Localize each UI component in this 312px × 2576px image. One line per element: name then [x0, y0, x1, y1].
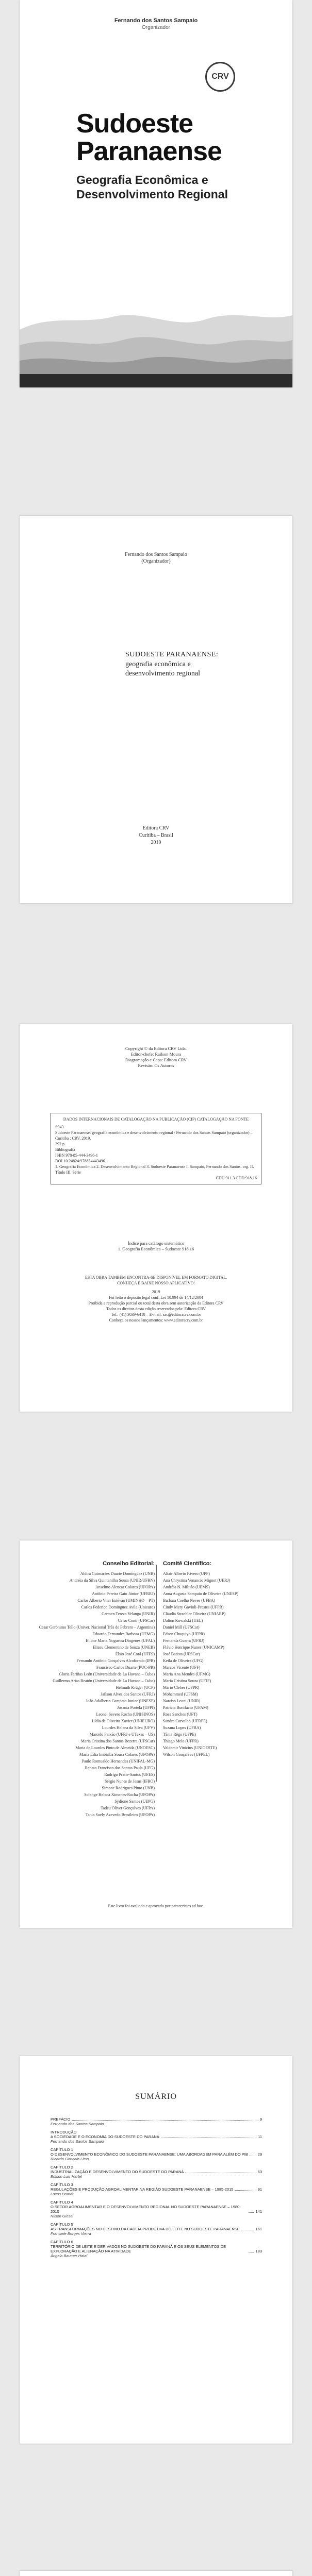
copyright-page: [20, 1024, 292, 1412]
toc-authors: Nilson Giesel: [51, 2214, 74, 2218]
toc-row: [51, 2134, 262, 2139]
council-member: Carmen Tereza Velanga (UNIR): [102, 1612, 155, 1616]
cover-landscape-illustration: [20, 268, 292, 387]
toc-page-number: 63: [257, 2170, 262, 2174]
title-page-subtitle-line2: desenvolvimento regional: [125, 670, 201, 677]
digital-notice: ESTA OBRA TAMBÉM ENCONTRA-SE DISPONÍVEL EM FORMATO DIGITAL.: [85, 1275, 227, 1280]
toc-row: [51, 2152, 262, 2157]
index-line: 1. Geografia Econômica – Sudoeste 918.16: [118, 1246, 194, 1251]
title-page-publisher-block: [20, 825, 292, 846]
council-member: Solange Helena Ximenes-Rocha (UFOPA): [84, 1792, 155, 1797]
catalog-isbn: ISBN 978-85-444-3496-1: [55, 1153, 98, 1158]
footer-year: 2019: [152, 1290, 160, 1294]
peer-review-note: Este livro foi avaliado e aprovado por pareceristas ad hoc.: [108, 1904, 204, 1908]
toc-subtitle: A SOCIEDADE E O ECONOMIA DO SUDOESTE DO PARANÁ: [51, 2134, 159, 2139]
systematic-index: [20, 1241, 292, 1252]
council-member: Mário Cleber (UFPR): [163, 1685, 200, 1690]
title-page-year: 2019: [151, 840, 161, 845]
toc-authors: Fernando dos Santos Sampaio: [51, 2139, 104, 2144]
publisher-logo: CRV: [205, 62, 235, 92]
council-member: Fernanda Guerra (UFRJ): [163, 1638, 204, 1643]
layout-line: Diagramação e Capa: Editora CRV: [125, 1057, 187, 1062]
copyright-head: [20, 1046, 292, 1069]
title-page-title: SUDOESTE PARANAENSE:: [125, 651, 219, 658]
council-member: Paulo Romualdo Hernandes (UNIFAL-MG): [81, 1759, 155, 1764]
council-member: Carlos Alberto Vilar Estêvão (UMINHO – PT): [77, 1598, 155, 1603]
council-member: Leonel Severo Rocha (UNISINOS): [96, 1712, 155, 1717]
toc-authors: Lucas Brandt: [51, 2192, 74, 2196]
toc-entry[interactable]: [51, 2117, 262, 2126]
toc-row: [51, 2205, 262, 2214]
council-member: Andréia N. Militão (UEMS): [163, 1585, 210, 1589]
title-page-city: Curitiba – Brasil: [139, 833, 173, 838]
toc-page-number: 29: [257, 2152, 262, 2157]
toc-entry[interactable]: [51, 2240, 262, 2258]
toc-page-number: 91: [257, 2187, 262, 2192]
title-page-author: Fernando dos Santos Sampaio: [125, 552, 187, 557]
council-member: Sandra Carvalho (UFRPE): [163, 1719, 207, 1723]
toc-leader: [235, 2190, 256, 2191]
council-member: Elizeu Clementino de Souza (UNEB): [93, 1645, 155, 1650]
council-member: Ana Chrystina Venancio Mignot (UERJ): [163, 1578, 231, 1583]
toc-chapter-label: CAPÍTULO 3: [51, 2182, 73, 2187]
catalog-pages: 392 p.: [55, 1142, 65, 1146]
cataloging-title: DADOS INTERNACIONAIS DE CATALOGAÇÃO NA PUBLICAÇÃO (CIP) CATALOGAÇÃO NA FONTE: [63, 1117, 249, 1122]
council-member: Altair Alberto Fávero (UPF): [163, 1571, 210, 1576]
council-member: Anna Augusta Sampaio de Oliveira (UNESP): [163, 1591, 238, 1596]
toc-title: INDUSTRIALIZAÇÃO E DESENVOLVIMENTO DO SUDOESTE DO PARANÁ: [51, 2170, 184, 2174]
toc-entry[interactable]: [51, 2200, 262, 2218]
council-member: Edson Chuquiyo (UFPR): [163, 1632, 205, 1636]
cover-author: Fernando dos Santos Sampaio: [114, 18, 198, 24]
cover-subtitle-line2: Desenvolvimento Regional: [76, 188, 228, 201]
toc-page-number: 161: [255, 2227, 262, 2231]
toc-chapter-label: CAPÍTULO 1: [51, 2147, 73, 2152]
council-member: Dalton Kowalski (UEL): [163, 1618, 203, 1623]
council-member: Patrícia Bonifácio (UFAM): [163, 1705, 208, 1710]
summary-page-1: [20, 2056, 292, 2444]
cover-bottom-band: [20, 374, 292, 387]
toc-authors: Franciele Borges Vierra: [51, 2231, 91, 2236]
toc-entry[interactable]: [51, 2165, 262, 2179]
toc-row: [51, 2117, 262, 2122]
council-member: Barbara Coelho Neves (UFBA): [163, 1598, 216, 1603]
editorial-council: [36, 1561, 155, 1819]
toc-row: [51, 2244, 262, 2253]
council-member: Cindy Mery Gavioli-Prestes (UFPB): [163, 1605, 224, 1609]
council-member: Anselmo Alencar Colares (UFOPA): [95, 1585, 155, 1589]
toc-authors: Edison Luiz Hartel: [51, 2174, 82, 2179]
council-member: Aldira Guimarães Duarte Domínguez (UNB): [80, 1571, 155, 1576]
council-member: Simone Rodrigues Pinto (UNB): [102, 1786, 155, 1790]
council-member: Wilson Gonçalves (UFPEL): [163, 1752, 210, 1757]
editor-line: Editor-chefe: Railson Moura: [130, 1052, 182, 1057]
toc-page-number: 11: [258, 2134, 262, 2139]
council-member: Elione Maria Nogueira Diogenes (UFAL): [86, 1638, 155, 1643]
toc-leader: [249, 2212, 254, 2213]
copyright-footer: [20, 1275, 292, 1323]
council-member: Sydione Santos (UEPG): [114, 1799, 155, 1804]
council-page: [20, 1540, 292, 1928]
toc-entry[interactable]: [51, 2130, 262, 2144]
council-member: Cláudia Straehler Oliveira (UNIARP): [163, 1612, 226, 1616]
catalog-code: S943: [55, 1125, 64, 1129]
toc-chapter-label: CAPÍTULO 6: [51, 2240, 73, 2244]
toc-title: INTRODUÇÃO: [51, 2130, 77, 2134]
council-member: Sérgio Nunes de Jesus (IFRO): [104, 1779, 155, 1784]
rights-notice: Todos os direitos desta edição reservados pela: Editora CRV: [106, 1307, 206, 1311]
scientific-committee: [163, 1561, 282, 1758]
council-member: Tadeu Oliver Gonçalves (UFPA): [101, 1806, 155, 1810]
catalog-subjects: 1. Geografia Econômica 2. Desenvolvimento Regional 3. Sudoeste Paranaense I. Sampaio, Fernando dos Santos. org. II. Título III. Série: [55, 1164, 254, 1175]
council-member: Mohammed (UFSM): [163, 1692, 198, 1697]
title-page-role: (Organizador): [141, 558, 171, 564]
toc-entry[interactable]: [51, 2222, 262, 2236]
catalog-reference: Sudoeste Paranaense: geografia econômica e desenvolvimento regional / Fernando dos Santos Sampaio (organizador) – Curitiba : CRV, 2019.: [55, 1130, 253, 1141]
cover-subtitle-line1: Geografia Econômica e: [76, 173, 208, 187]
council-member: Élsio José Corá (UFFS): [115, 1652, 155, 1656]
toc-chapter-label: CAPÍTULO 4: [51, 2200, 73, 2205]
cover-role: Organizador: [141, 25, 171, 30]
council-member: Eduardo Fernandes Barbosa (UFMG): [92, 1632, 155, 1636]
council-member: Carlos Federico Dominguez Avila (Unieuro): [81, 1605, 155, 1609]
council-member: Maria Lília Imbiriba Sousa Colares (UFOPA): [79, 1752, 155, 1757]
summary-list-1: [51, 2117, 262, 2262]
cataloging-box: [51, 1113, 261, 1184]
toc-title: O DESENVOLVIMENTO ECONÔMICO DO SUDOESTE PARANAENSE: UMA ABORDAGEM PARA ALÉM DO PIB: [51, 2152, 248, 2157]
column-divider: [156, 1565, 157, 1782]
scientific-committee-title: Comitê Científico:: [163, 1561, 212, 1567]
council-member: Celso Conti (UFSCar): [118, 1618, 155, 1623]
cover-title-line1: Sudoeste: [76, 109, 193, 139]
council-member: Guillermo Arias Beatón (Universidade de La Havana – Cuba): [53, 1679, 155, 1683]
legal-deposit: Foi feito o depósito legal conf. Lei 10.994 de 14/12/2004: [109, 1295, 203, 1300]
council-member: Flávio Henrique Nunes (UNICAMP): [163, 1645, 224, 1650]
toc-leader: [72, 2120, 258, 2121]
toc-title: AS TRANSFORMAÇÕES NO DESTINO DA CADEIA PRODUTIVA DO LEITE NO SUDOESTE PARANAENSE: [51, 2227, 240, 2231]
council-member: Maria de Lourdes Pinto de Almeida (UNOESC): [75, 1745, 155, 1750]
toc-entry[interactable]: [51, 2182, 262, 2196]
contact-line: Tel.: (41) 3039-6418 – E-mail: sac@editoracrv.com.br: [111, 1312, 201, 1317]
toc-title: TERRITÓRIO DE LEITE E DERIVADOS NO SUDOESTE DO PARANÁ E OS SEUS ELEMENTOS DE EXPLORAÇÃO E ALIENAÇÃO NA ATIVIDADE: [51, 2244, 226, 2253]
council-member: Marcelo Paixão (UFRJ e UTexas – US): [89, 1732, 155, 1737]
title-page: [20, 516, 292, 903]
copyright-line: Copyright © da Editora CRV Ltda.: [125, 1046, 187, 1051]
editorial-council-list: [36, 1571, 155, 1818]
toc-title: PREFÁCIO: [51, 2117, 71, 2122]
scientific-committee-list: [163, 1571, 282, 1757]
council-member: José Batista (UFSCar): [163, 1652, 200, 1656]
toc-title: O SETOR AGROALIMENTAR E O DESENVOLVIMENTO REGIONAL NO SUDOESTE PARANAENSE – 1980-2010: [51, 2205, 241, 2214]
revision-line: Revisão: Os Autores: [138, 1063, 174, 1068]
catalog-doi: DOI 10.24824/978854443496.1: [55, 1159, 108, 1163]
council-member: Marcos Vicente (UFF): [163, 1665, 201, 1670]
toc-authors: Fernando dos Santos Sampaio: [51, 2122, 104, 2126]
toc-leader: [250, 2155, 256, 2156]
catalog-bibliography: Bibliografia: [55, 1147, 75, 1152]
title-page-subtitle-line1: geografia econômica e: [125, 660, 191, 668]
toc-entry[interactable]: [51, 2147, 262, 2161]
toc-page-number: 183: [255, 2249, 262, 2253]
council-member: Jailson Alves dos Santos (UFRJ): [101, 1692, 155, 1697]
council-member: Andréia da Silva Quintanilha Sousa (UNIR/UFRN): [69, 1578, 155, 1583]
council-member: Francisco Carlos Duarte (PUC-PR): [96, 1665, 155, 1670]
toc-chapter-label: CAPÍTULO 2: [51, 2165, 73, 2170]
toc-page-number: 141: [255, 2209, 262, 2214]
reproduction-notice: Proibida a reprodução parcial ou total desta obra sem autorização da Editora CRV: [88, 1301, 224, 1306]
toc-row: [51, 2187, 262, 2192]
catalog-classification: CDU 911.3 CDD 918.16: [216, 1176, 257, 1180]
cover-title-line2: Paranaense: [76, 137, 222, 166]
toc-title: REGULAÇÕES E PRODUÇÃO AGROALIMENTAR NA REGIÃO SUDOESTE PARANAENSE – 1985-2015: [51, 2187, 234, 2192]
council-member: Tania Suely Azevedo Brasileiro (UFOPA): [85, 1812, 155, 1817]
toc-row: [51, 2227, 262, 2231]
council-member: Tânia Rêgo (UFPE): [163, 1732, 196, 1737]
council-member: Helmuth Krüger (UCP): [116, 1685, 155, 1690]
app-notice: CONHEÇA E BAIXE NOSSO APLICATIVO!: [117, 1281, 195, 1285]
title-page-publisher: Editora CRV: [142, 825, 170, 831]
council-member: Cesar Gerónimo Tello (Univer. Nacional Três de Febrero – Argentina): [39, 1625, 155, 1630]
index-title: Índice para catálogo sistemático: [127, 1241, 185, 1246]
toc-authors: Ricardo Gonçalo Lima: [51, 2157, 89, 2161]
toc-row: [51, 2170, 262, 2174]
toc-chapter-label: CAPÍTULO 5: [51, 2222, 73, 2227]
summary-title: SUMÁRIO: [135, 2092, 177, 2101]
editorial-council-title: Conselho Editorial:: [103, 1561, 155, 1567]
council-member: Fernando Antônio Gonçalves Alcoforado (IPB): [76, 1658, 155, 1663]
council-member: Thiago Melo (UFPR): [163, 1739, 199, 1743]
council-member: Maria Cristina dos Santos Bezerra (UFSCar): [80, 1739, 155, 1743]
council-member: Suzana Lopes (UFBA): [163, 1725, 201, 1730]
toc-page-number: 9: [259, 2117, 262, 2122]
council-member: Josania Portela (UFPI): [117, 1705, 155, 1710]
council-member: Maria Cristina Souza (UFJF): [163, 1679, 211, 1683]
council-member: Rodrigo Pratte-Santos (UFES): [104, 1772, 155, 1777]
summary-page-2: [20, 2571, 292, 2576]
council-member: Valdemir Vinícius (UNIOESTE): [163, 1745, 217, 1750]
cover-page: [20, 0, 292, 387]
council-member: Narciso Leoni (UNIR): [163, 1699, 201, 1703]
council-member: Lídia de Oliveira Xavier (UNIEURO): [92, 1719, 155, 1723]
council-member: João Adalberto Campato Junior (UNESP): [86, 1699, 155, 1703]
council-member: Maria Ana Mendes (UFMG): [163, 1672, 210, 1676]
council-member: Antônio Pereira Gaio Júnior (UFRRJ): [92, 1591, 155, 1596]
council-member: Rosa Sanches (UFT): [163, 1712, 198, 1717]
council-member: Daniel Mill (UFSCar): [163, 1625, 200, 1630]
council-member: Gloria Fariñas León (Universidade de La Havana – Cuba): [59, 1672, 155, 1676]
website-line: Conheça os nossos lançamentos: www.editoracrv.com.br: [109, 1318, 203, 1323]
council-member: Keila de Oliveira (UFG): [163, 1658, 204, 1663]
council-member: Lourdes Helena da Silva (UFV): [102, 1725, 155, 1730]
council-member: Renato Francisco dos Santos Paula (UFG): [85, 1766, 155, 1770]
toc-authors: Ângela Baumer Hatal: [51, 2253, 88, 2258]
